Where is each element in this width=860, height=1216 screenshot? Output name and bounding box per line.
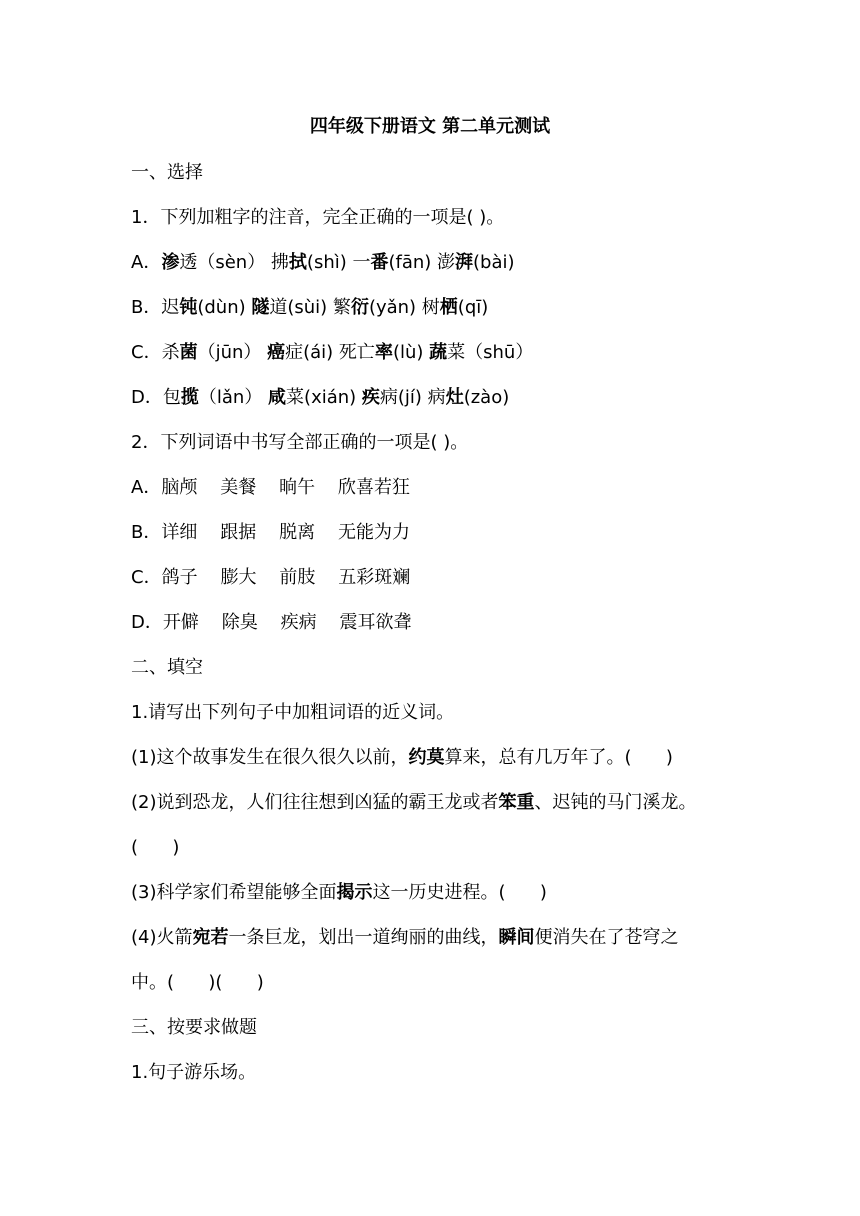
fill-item-3: (3)科学家们希望能够全面揭示这一历史进程。( ) bbox=[131, 882, 547, 903]
q2-option-b bbox=[131, 520, 410, 546]
bold-char: 菌 bbox=[179, 342, 198, 363]
q1-option-d: D．包揽（lǎn） 咸菜(xián) 疾病(jí) 病灶(zào) bbox=[131, 387, 510, 408]
option-letter: D． bbox=[131, 387, 163, 408]
question-1-stem: 1．下列加粗字的注音，完全正确的一项是( )。 bbox=[131, 207, 505, 228]
fill-item-4: (4)火箭宛若一条巨龙，划出一道绚丽的曲线，瞬间便消失在了苍穹之 bbox=[131, 927, 679, 948]
option-letter: A． bbox=[131, 252, 162, 273]
bold-char: 灶 bbox=[445, 387, 464, 408]
section-heading-fill: 二、填空 bbox=[131, 657, 203, 678]
bold-word: 约莫 bbox=[408, 747, 445, 768]
bold-char: 揽 bbox=[180, 387, 199, 408]
section-heading-choice: 一、选择 bbox=[131, 162, 203, 183]
bold-char: 番 bbox=[370, 252, 389, 273]
fill-item-2: (2)说到恐龙，人们往往想到凶猛的霸王龙或者笨重、迟钝的马门溪龙。 bbox=[131, 792, 697, 813]
bold-char: 咸 bbox=[268, 387, 287, 408]
bold-word: 揭示 bbox=[336, 882, 373, 903]
option-letter: B． bbox=[131, 297, 162, 318]
bold-char: 拭 bbox=[288, 252, 307, 273]
fill-intro: 1.请写出下列句子中加粗词语的近义词。 bbox=[131, 702, 455, 723]
bold-word: 瞬间 bbox=[498, 927, 535, 948]
option-letter: C． bbox=[131, 342, 162, 363]
option-text: 脑颅 美餐 晌午 欣喜若狂 bbox=[161, 477, 410, 498]
bold-char: 率 bbox=[374, 342, 393, 363]
bold-char: 栖 bbox=[439, 297, 458, 318]
bold-char: 癌 bbox=[267, 342, 286, 363]
bold-word: 笨重 bbox=[498, 792, 535, 813]
bold-char: 衍 bbox=[350, 297, 369, 318]
option-text: 开僻 除臭 疾病 震耳欲聋 bbox=[162, 612, 412, 633]
bold-word: 宛若 bbox=[192, 927, 229, 948]
option-text: 详细 跟据 脱离 无能为力 bbox=[161, 522, 411, 543]
section-heading-tasks: 三、按要求做题 bbox=[131, 1017, 257, 1038]
bold-char: 疾 bbox=[361, 387, 380, 408]
option-letter: C． bbox=[131, 567, 162, 588]
bold-char: 湃 bbox=[455, 252, 474, 273]
bold-char: 蔬 bbox=[429, 342, 448, 363]
option-letter: D． bbox=[131, 612, 163, 633]
q2-option-c bbox=[131, 565, 410, 591]
option-text: 鸽子 膨大 前肢 五彩斑斓 bbox=[161, 567, 411, 588]
tasks-intro: 1.句子游乐场。 bbox=[131, 1062, 257, 1083]
bold-char: 钝 bbox=[179, 297, 198, 318]
q1-option-b: B．迟钝(dùn) 隧道(sùi) 繁衍(yǎn) 树栖(qī) bbox=[131, 297, 489, 318]
question-2-stem: 2．下列词语中书写全部正确的一项是( )。 bbox=[131, 432, 469, 453]
bold-char: 隧 bbox=[251, 297, 270, 318]
option-letter: B． bbox=[131, 522, 162, 543]
fill-item-2-blank: ( ) bbox=[131, 837, 180, 858]
q1-option-a: A．渗透（sèn） 拂拭(shì) 一番(fān) 澎湃(bài) bbox=[131, 252, 515, 273]
fill-item-1: (1)这个故事发生在很久很久以前，约莫算来，总有几万年了。( ) bbox=[131, 747, 673, 768]
fill-item-4-blanks: 中。( )( ) bbox=[131, 972, 264, 993]
page-title: 四年级下册语文 第二单元测试 bbox=[309, 116, 551, 137]
q2-option-d bbox=[131, 610, 412, 636]
bold-char: 渗 bbox=[161, 252, 180, 273]
q2-option-a bbox=[131, 475, 410, 501]
q1-option-c: C．杀菌（jūn） 癌症(ái) 死亡率(lù) 蔬菜（shū） bbox=[131, 342, 534, 363]
option-letter: A． bbox=[131, 477, 162, 498]
